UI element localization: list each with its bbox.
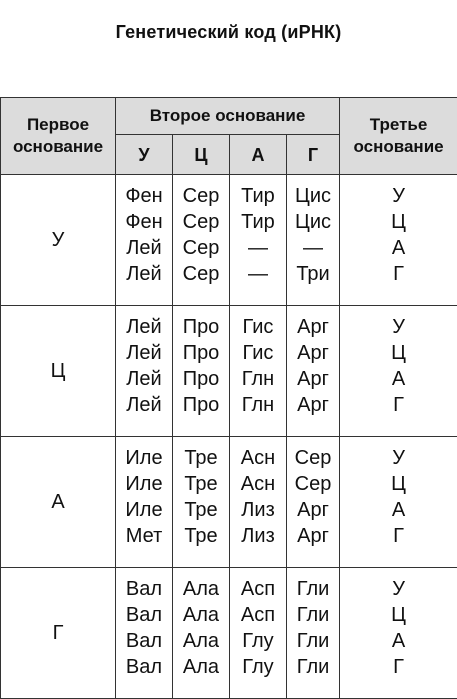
amino-acid: Вал: [116, 576, 172, 602]
third-base: Г: [340, 261, 457, 287]
amino-acid: Три: [287, 261, 339, 287]
amino-acid: Тир: [230, 183, 286, 209]
second-base-c: Ц: [173, 135, 230, 175]
amino-acid-cell: [230, 437, 287, 568]
second-base-a: А: [230, 135, 287, 175]
amino-acid: Асн: [230, 445, 286, 471]
amino-acid: Гли: [287, 602, 339, 628]
amino-acid: Тре: [173, 471, 229, 497]
amino-acid: Гис: [230, 314, 286, 340]
table-row: [1, 437, 457, 568]
amino-acid: Ала: [173, 628, 229, 654]
amino-acid: Тре: [173, 445, 229, 471]
amino-acid: Гли: [287, 654, 339, 680]
amino-acid: Глн: [230, 366, 286, 392]
amino-acid: Сер: [173, 209, 229, 235]
third-base: У: [340, 445, 457, 471]
amino-acid: Тир: [230, 209, 286, 235]
amino-acid-cell: [173, 568, 230, 699]
header-third-base: Третье основание: [340, 98, 457, 175]
amino-acid-cell: [116, 568, 173, 699]
amino-acid: Лей: [116, 392, 172, 418]
amino-acid: Цис: [287, 209, 339, 235]
page-title: Генетический код (иРНК): [0, 22, 457, 43]
third-base: Ц: [340, 209, 457, 235]
amino-acid-cell: [173, 175, 230, 306]
amino-acid: Цис: [287, 183, 339, 209]
amino-acid: Гли: [287, 628, 339, 654]
amino-acid: Вал: [116, 654, 172, 680]
amino-acid: Сер: [173, 261, 229, 287]
amino-acid: Лей: [116, 261, 172, 287]
third-base: Г: [340, 654, 457, 680]
header-first-base: Первое основание: [1, 98, 116, 175]
amino-acid: Про: [173, 340, 229, 366]
amino-acid: Лей: [116, 340, 172, 366]
amino-acid-cell: [173, 437, 230, 568]
amino-acid: Арг: [287, 366, 339, 392]
table-row: [1, 568, 457, 699]
amino-acid: Мет: [116, 523, 172, 549]
amino-acid: Арг: [287, 523, 339, 549]
amino-acid: Глн: [230, 392, 286, 418]
amino-acid: Сер: [287, 471, 339, 497]
amino-acid: Арг: [287, 314, 339, 340]
amino-acid-cell: [116, 437, 173, 568]
amino-acid-cell: [173, 306, 230, 437]
amino-acid: Лей: [116, 366, 172, 392]
amino-acid: Лиз: [230, 497, 286, 523]
amino-acid: Тре: [173, 497, 229, 523]
table-row: [1, 175, 457, 306]
amino-acid: Асп: [230, 576, 286, 602]
amino-acid: Фен: [116, 183, 172, 209]
amino-acid: Глу: [230, 654, 286, 680]
third-base-cell: [340, 568, 457, 699]
amino-acid: Арг: [287, 392, 339, 418]
third-base: Ц: [340, 602, 457, 628]
amino-acid-cell: [116, 306, 173, 437]
amino-acid: Арг: [287, 497, 339, 523]
amino-acid-cell: [230, 175, 287, 306]
third-base: У: [340, 183, 457, 209]
amino-acid: Гли: [287, 576, 339, 602]
third-base-cell: [340, 175, 457, 306]
third-base-cell: [340, 437, 457, 568]
amino-acid: Ала: [173, 602, 229, 628]
amino-acid: —: [230, 235, 286, 261]
amino-acid-cell: [287, 306, 340, 437]
third-base: Г: [340, 523, 457, 549]
amino-acid: Иле: [116, 445, 172, 471]
second-base-u: У: [116, 135, 173, 175]
amino-acid: Лей: [116, 314, 172, 340]
third-base: У: [340, 576, 457, 602]
amino-acid-cell: [287, 175, 340, 306]
third-base: Г: [340, 392, 457, 418]
amino-acid: Сер: [173, 235, 229, 261]
amino-acid: Про: [173, 314, 229, 340]
amino-acid-cell: [230, 306, 287, 437]
third-base: А: [340, 235, 457, 261]
amino-acid: Гис: [230, 340, 286, 366]
first-base-cell: Ц: [1, 306, 116, 437]
amino-acid: Арг: [287, 340, 339, 366]
third-base: А: [340, 497, 457, 523]
amino-acid: —: [287, 235, 339, 261]
amino-acid: Лиз: [230, 523, 286, 549]
table-body: [1, 98, 457, 699]
amino-acid-cell: [230, 568, 287, 699]
amino-acid: Вал: [116, 602, 172, 628]
amino-acid: Про: [173, 392, 229, 418]
amino-acid: Фен: [116, 209, 172, 235]
amino-acid: Глу: [230, 628, 286, 654]
first-base-cell: Г: [1, 568, 116, 699]
third-base: А: [340, 366, 457, 392]
third-base: Ц: [340, 471, 457, 497]
amino-acid: Иле: [116, 471, 172, 497]
amino-acid: Асн: [230, 471, 286, 497]
third-base: У: [340, 314, 457, 340]
first-base-cell: А: [1, 437, 116, 568]
amino-acid-cell: [287, 437, 340, 568]
third-base: Ц: [340, 340, 457, 366]
amino-acid: Тре: [173, 523, 229, 549]
header-second-base: Второе основание: [116, 98, 340, 135]
first-base-cell: У: [1, 175, 116, 306]
amino-acid: Ала: [173, 576, 229, 602]
amino-acid: Про: [173, 366, 229, 392]
table-row: [1, 306, 457, 437]
amino-acid: Сер: [287, 445, 339, 471]
third-base: А: [340, 628, 457, 654]
genetic-code-table: [0, 97, 457, 699]
amino-acid: Иле: [116, 497, 172, 523]
amino-acid-cell: [116, 175, 173, 306]
third-base-cell: [340, 306, 457, 437]
amino-acid: Вал: [116, 628, 172, 654]
amino-acid: Ала: [173, 654, 229, 680]
amino-acid: Асп: [230, 602, 286, 628]
amino-acid-cell: [287, 568, 340, 699]
amino-acid: Сер: [173, 183, 229, 209]
amino-acid: Лей: [116, 235, 172, 261]
amino-acid: —: [230, 261, 286, 287]
second-base-g: Г: [287, 135, 340, 175]
